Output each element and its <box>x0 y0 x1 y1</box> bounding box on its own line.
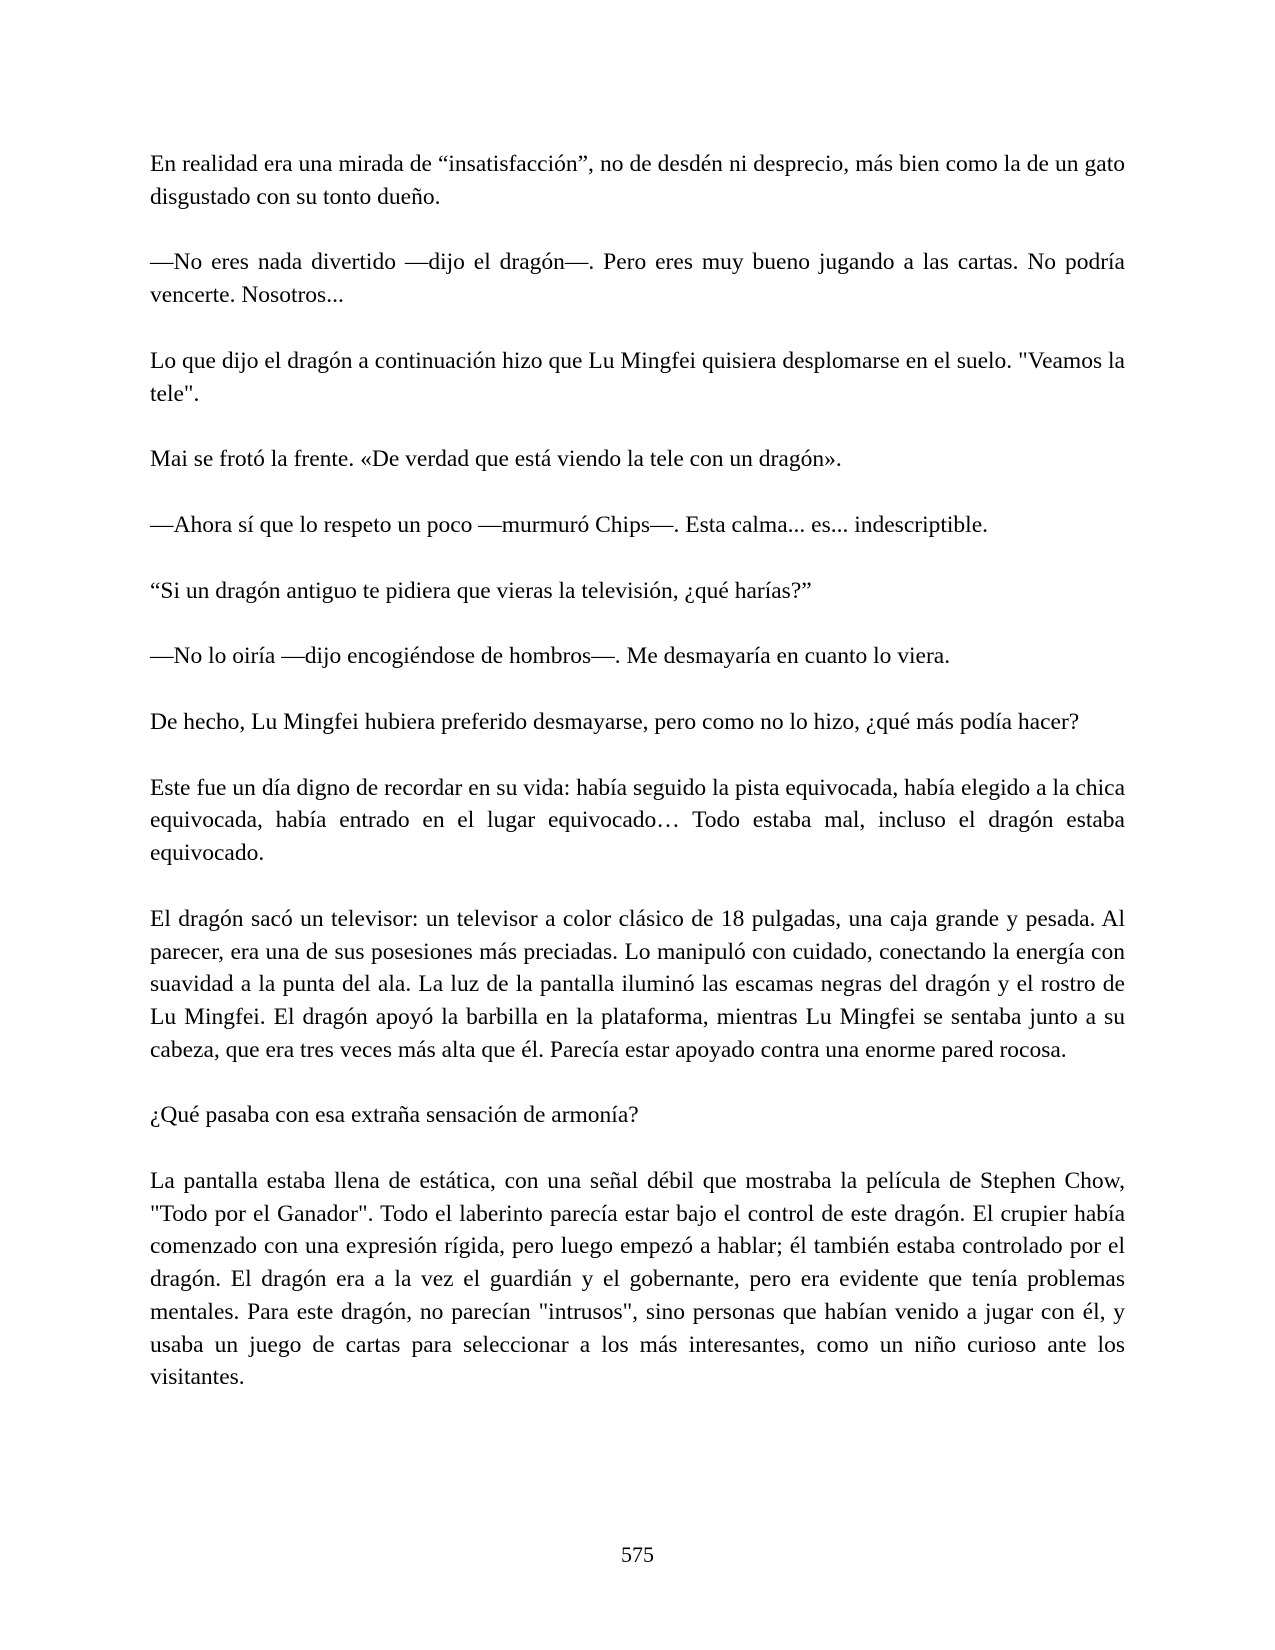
paragraph-2: —No eres nada divertido —dijo el dragón—. Pero eres muy bueno jugando a las cartas. No podría vencerte. Nosotros... <box>150 249 1125 309</box>
paragraph-12: La pantalla estaba llena de estática, con una señal débil que mostraba la película de Stephen Chow, "Todo por el Ganador". Todo el laberinto parecía estar bajo el control de este dragón. El crupier había comenzado con una expresión rígida, pero luego empezó a hablar; él también estaba controlado por el dragón. El dragón era a la vez el guardián y el gobernante, pero era evidente que tenía problemas mentales. Para este dragón, no parecían "intrusos", sino personas que habían venido a jugar con él, y usaba un juego de cartas para seleccionar a los más interesantes, como un niño curioso ante los visitantes. <box>150 1168 1125 1391</box>
paragraph-11: ¿Qué pasaba con esa extraña sensación de armonía? <box>150 1102 639 1129</box>
page-number: 575 <box>621 1542 654 1567</box>
paragraph-9: Este fue un día digno de recordar en su vida: había seguido la pista equivocada, había elegido a la chica equivocada, había entrado en el lugar equivocado… Todo estaba mal, incluso el dragón estaba equivocado. <box>150 774 1125 867</box>
paragraph-8: De hecho, Lu Mingfei hubiera preferido desmayarse, pero como no lo hizo, ¿qué más podía hacer? <box>150 709 1080 736</box>
paragraph-10: El dragón sacó un televisor: un televisor a color clásico de 18 pulgadas, una caja grande y pesada. Al parecer, era una de sus posesiones más preciadas. Lo manipuló con cuidado, conectando la energía con suavidad a la punta del ala. La luz de la pantalla iluminó las escamas negras del dragón y el rostro de Lu Mingfei. El dragón apoyó la barbilla en la plataforma, mientras Lu Mingfei se sentaba junto a su cabeza, que era tres veces más alta que él. Parecía estar apoyado contra una enorme pared rocosa. <box>150 905 1125 1063</box>
paragraph-5: —Ahora sí que lo respeto un poco —murmuró Chips—. Esta calma... es... indescriptible. <box>150 511 989 538</box>
paragraph-7: —No lo oiría —dijo encogiéndose de hombros—. Me desmayaría en cuanto lo viera. <box>150 643 951 670</box>
page-body <box>150 148 1125 1427</box>
paragraph-3: Lo que dijo el dragón a continuación hizo que Lu Mingfei quisiera desplomarse en el suelo. "Veamos la tele". <box>150 347 1125 407</box>
paragraph-1: En realidad era una mirada de “insatisfacción”, no de desdén ni desprecio, más bien como la de un gato disgustado con su tonto dueño. <box>150 151 1125 210</box>
paragraph-4: Mai se frotó la frente. «De verdad que está viendo la tele con un dragón». <box>150 446 842 473</box>
paragraph-6: “Si un dragón antiguo te pidiera que vieras la televisión, ¿qué harías?” <box>150 577 812 604</box>
